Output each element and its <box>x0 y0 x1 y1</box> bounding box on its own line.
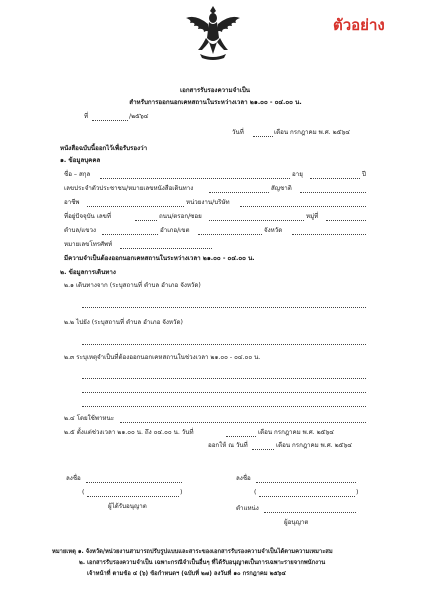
id-field[interactable] <box>209 186 269 193</box>
intro-text: หนังสือฉบับนี้ออกไว้เพื่อรับรองว่า <box>60 145 148 152</box>
sample-stamp: ตัวอย่าง <box>333 16 385 34</box>
reason-label: ๒.๓ ระบุเหตุจำเป็นที่ต้องออกนอกเคหสถานในช่วงเวลา ๒๑.๐๐ - ๐๔.๐๐ น. <box>64 354 261 361</box>
nationality-label: สัญชาติ <box>271 185 292 192</box>
phone-field[interactable] <box>120 242 212 249</box>
section2-heading: ๒. ข้อมูลการเดินทาง <box>60 269 116 276</box>
road-label: ถนน/ตรอก/ซอย <box>159 213 202 220</box>
age-field[interactable] <box>310 172 360 179</box>
right-sign-label: ลงชื่อ <box>236 475 251 482</box>
document-subtitle: สำหรับการออกนอกเคหสถานในระหว่างเวลา ๒๑.๐๐ - ๐๔.๐๐ น. <box>129 99 302 106</box>
issued-day-field[interactable] <box>252 443 274 450</box>
occupation-field[interactable] <box>87 200 184 207</box>
name-label: ชื่อ – สกุล <box>64 171 91 178</box>
address-label: ที่อยู่ปัจจุบัน เลขที่ <box>64 213 111 220</box>
ref-field[interactable] <box>92 114 128 121</box>
reason-field-3[interactable] <box>82 400 366 407</box>
subdistrict-field[interactable] <box>102 228 158 235</box>
right-title: ผู้อนุญาต <box>284 519 309 526</box>
left-name-close: ) <box>180 489 183 496</box>
from-field[interactable] <box>82 301 366 308</box>
date-day-field[interactable] <box>253 130 273 137</box>
reason-field-2[interactable] <box>82 386 366 393</box>
right-signature-field[interactable] <box>256 476 356 483</box>
occupation-label: อาชีพ <box>64 199 80 206</box>
province-field[interactable] <box>292 228 366 235</box>
age-unit: ปี <box>362 171 366 178</box>
district-label: อำเภอ/เขต <box>160 227 190 234</box>
ref-prefix: ที่ <box>84 113 89 120</box>
left-title: ผู้ได้รับอนุญาต <box>108 503 147 510</box>
position-label: ตำแหน่ง <box>236 505 259 512</box>
issued-month-label: เดือน กรกฎาคม พ.ศ. ๒๕๖๔ <box>276 442 352 449</box>
right-name-close: ) <box>356 489 359 496</box>
phone-label: หมายเลขโทรศัพท์ <box>64 241 113 248</box>
vehicle-field[interactable] <box>120 416 366 423</box>
to-label: ๒.๒ ไปยัง (ระบุสถานที่ ตำบล อำเภอ จังหวัด) <box>64 319 183 326</box>
date-month-label: เดือน กรกฎาคม พ.ศ. ๒๕๖๔ <box>274 129 350 136</box>
reason-field-1[interactable] <box>82 372 366 379</box>
period-label: ๒.๕ ตั้งแต่ช่วงเวลา ๒๑.๐๐ น. ถึง ๐๔.๐๐ น. วันที่ <box>64 429 194 436</box>
ref-suffix: /๒๕๖๔ <box>129 113 149 120</box>
moo-label: หมู่ที่ <box>306 213 319 220</box>
name-field[interactable] <box>100 172 290 179</box>
note-line-2: ๒. เอกสารรับรองความจำเป็น เฉพาะกรณีจำเป็นอื่นๆ ที่ได้รับอนุญาตเป็นการเฉพาะรายจากพนักงาน <box>79 560 326 566</box>
district-field[interactable] <box>198 228 262 235</box>
necessity-text: มีความจำเป็นต้องออกนอกเคหสถานในระหว่างเวลา ๒๑.๐๐ - ๐๔.๐๐ น. <box>64 255 255 262</box>
position-field[interactable] <box>264 506 356 513</box>
workplace-label: หน่วยงาน/บริษัท <box>186 199 230 206</box>
right-name-field[interactable] <box>259 490 355 497</box>
period-month-label: เดือน กรกฎาคม พ.ศ. ๒๕๖๔ <box>258 429 334 436</box>
right-name-open: ( <box>254 489 257 496</box>
left-sign-label: ลงชื่อ <box>66 475 81 482</box>
moo-field[interactable] <box>326 214 366 221</box>
date-day-label: วันที่ <box>232 129 244 136</box>
left-name-open: ( <box>82 489 85 496</box>
id-label: เลขประจำตัวประชาชน/หมายเลขหนังสือเดินทาง <box>64 185 194 192</box>
from-label: ๒.๑ เดินทางจาก (ระบุสถานที่ ตำบล อำเภอ จังหวัด) <box>64 282 201 289</box>
address-number-field[interactable] <box>135 214 157 221</box>
subdistrict-label: ตำบล/แขวง <box>64 227 97 234</box>
province-label: จังหวัด <box>264 227 283 234</box>
age-label: อายุ <box>292 171 303 178</box>
section1-heading: ๑. ข้อมูลบุคคล <box>60 157 101 164</box>
road-field[interactable] <box>209 214 304 221</box>
to-field[interactable] <box>82 338 366 345</box>
note-line-3: เจ้าหน้าที่ ตามข้อ ๔ (๖) ข้อกำหนดฯ (ฉบับที่ ๒๗) ลงวันที่ ๑๐ กรกฎาคม ๒๕๖๔ <box>87 571 286 577</box>
left-signature-field[interactable] <box>86 476 182 483</box>
vehicle-label: ๒.๔ โดยใช้พาหนะ <box>64 415 115 422</box>
garuda-emblem-icon <box>182 4 244 62</box>
period-day-field[interactable] <box>226 430 256 437</box>
issued-label: ออกให้ ณ วันที่ <box>208 442 248 449</box>
workplace-field[interactable] <box>240 200 366 207</box>
nationality-field[interactable] <box>300 186 366 193</box>
document-title: เอกสารรับรองความจำเป็น <box>179 87 250 94</box>
left-name-field[interactable] <box>87 490 179 497</box>
note-line-1: หมายเหตุ ๑. จังหวัด/หน่วยงานสามารถปรับรูปแบบและสาระของเอกสารรับรองความจำเป็นได้ตามความเหมาะสม <box>52 549 333 555</box>
